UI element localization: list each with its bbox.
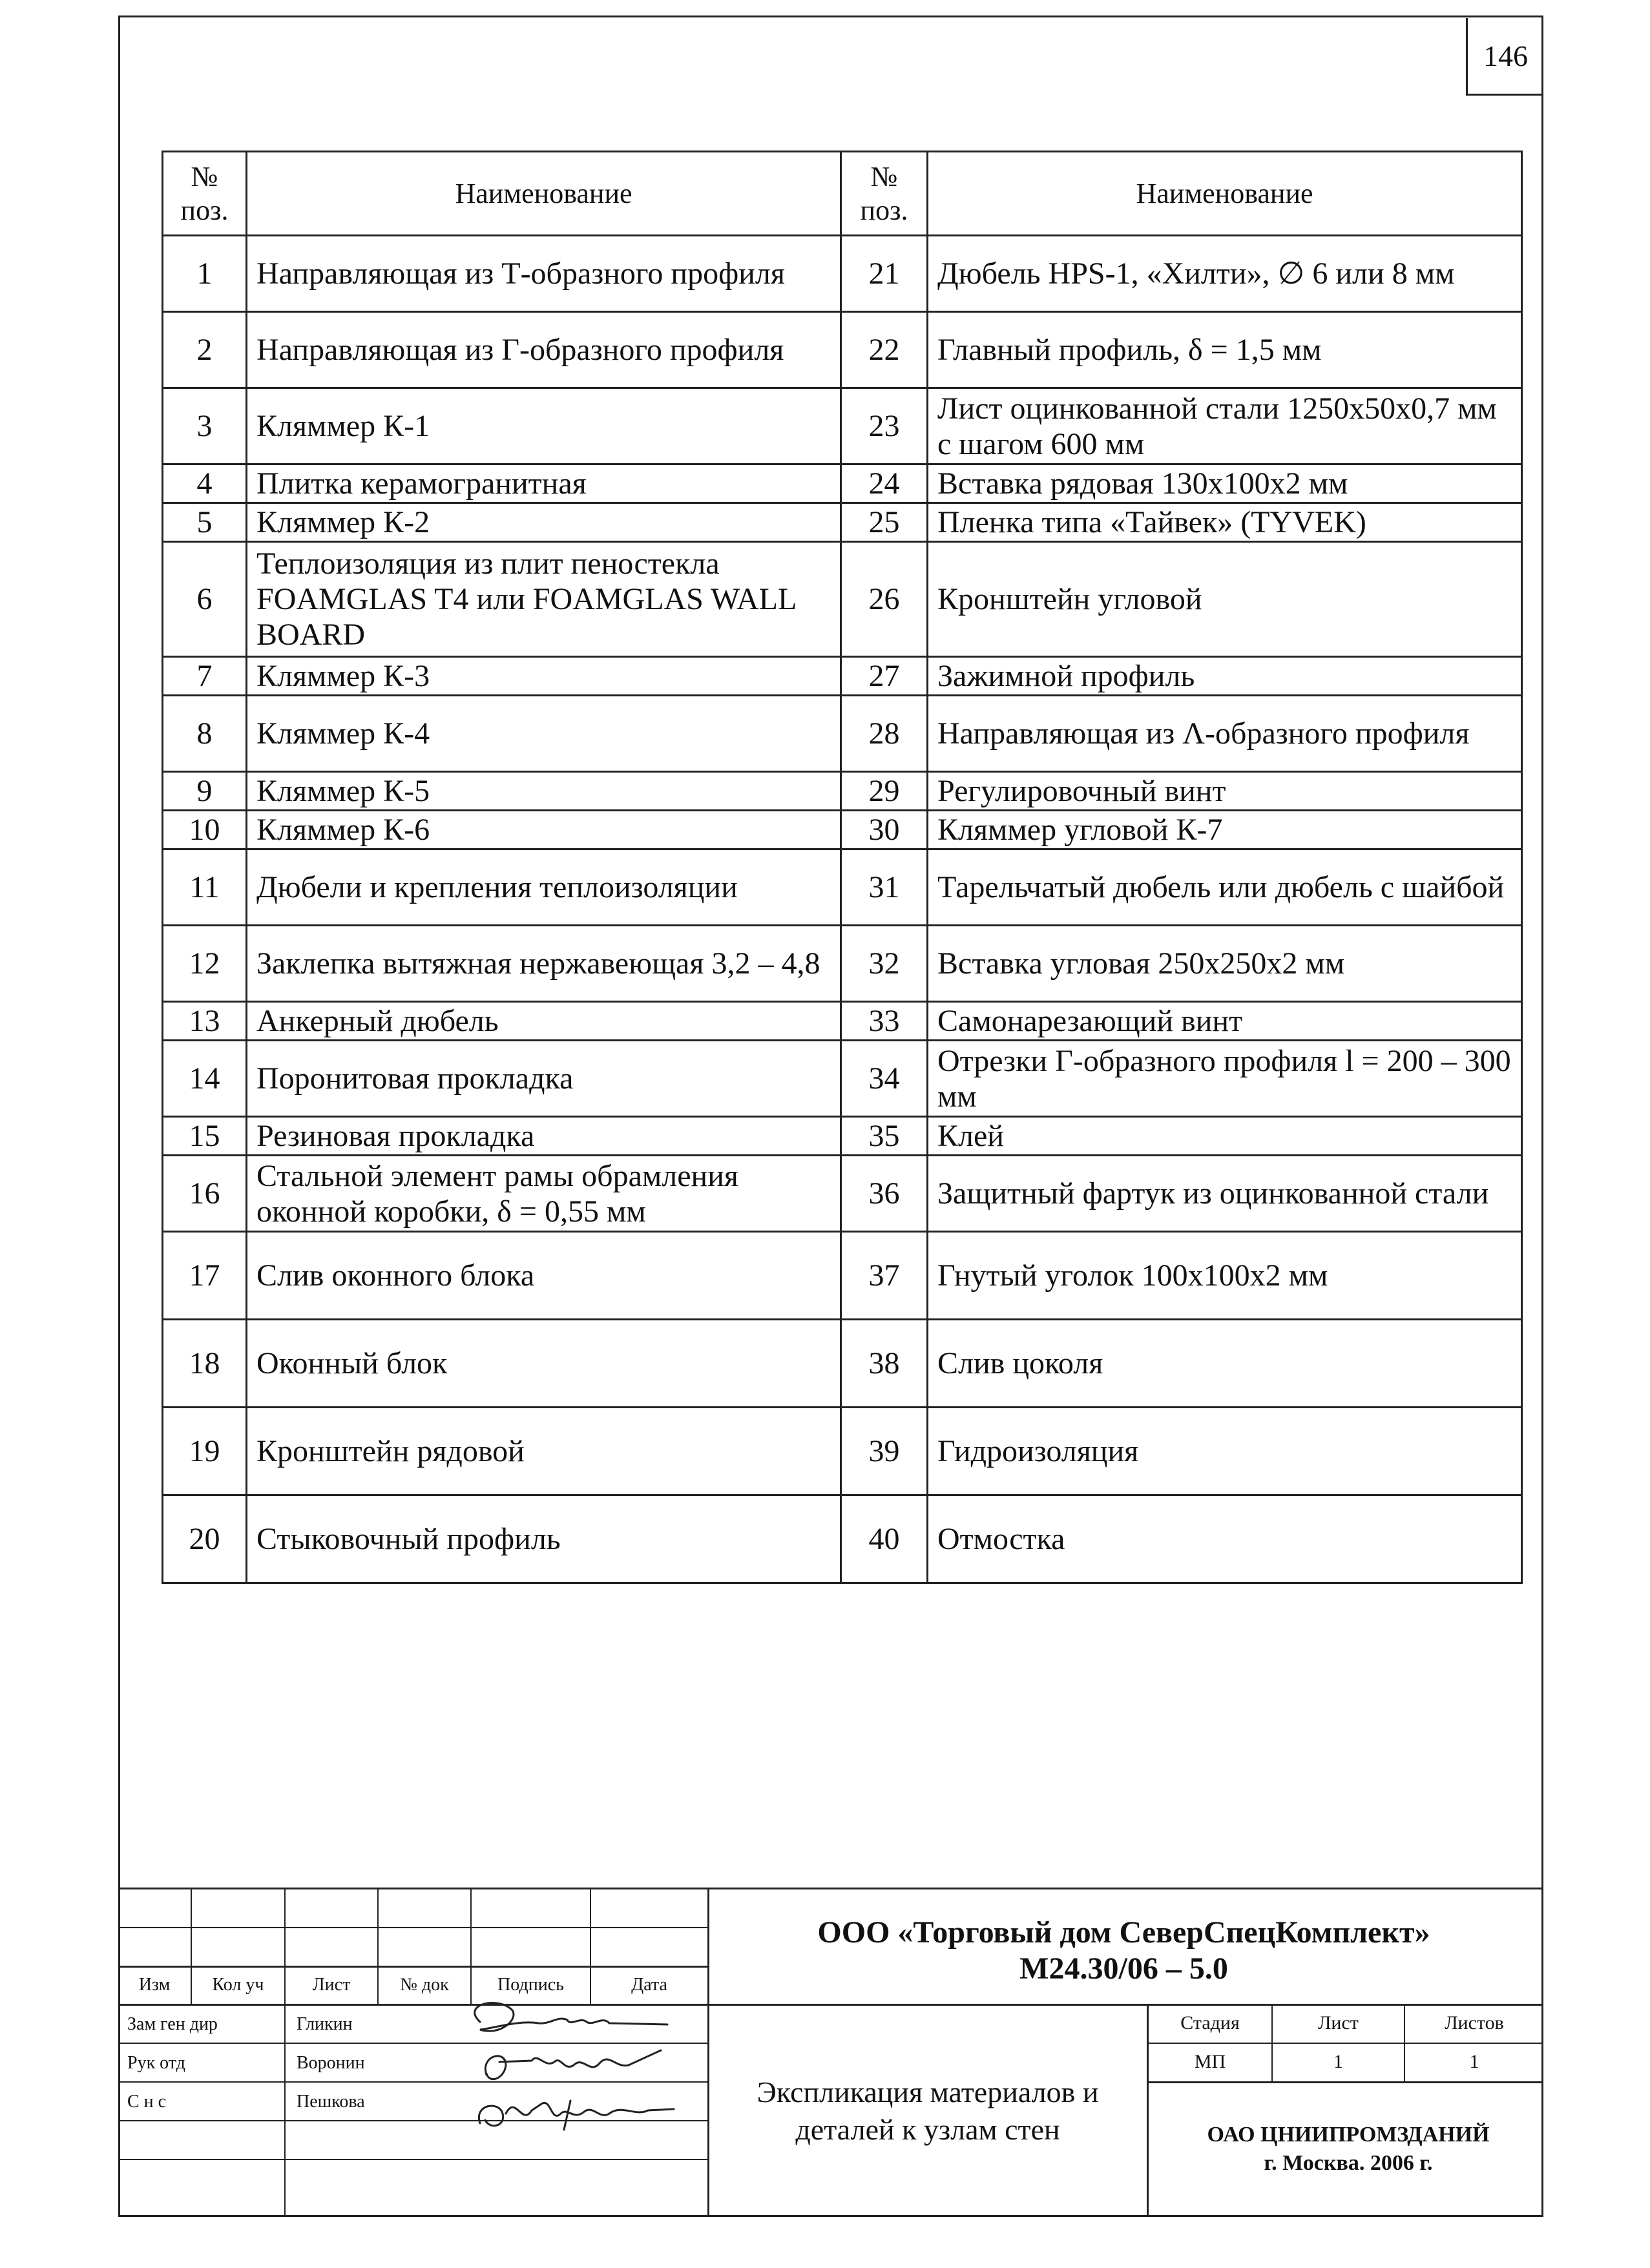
- table-header-row: [163, 152, 1522, 236]
- pos-number-left: 5: [163, 503, 247, 542]
- page-number: 146: [1466, 18, 1543, 96]
- item-name-left: Кляммер К-4: [247, 696, 841, 772]
- pos-number-right: 40: [841, 1495, 928, 1583]
- role-1: Зам ген дир: [127, 2014, 218, 2034]
- pos-number-right: 23: [841, 388, 928, 464]
- col-header-izm: Изм: [138, 1975, 171, 1995]
- item-name-left: Кляммер К-1: [247, 388, 841, 464]
- header-name-right: Наименование: [928, 152, 1522, 236]
- table-row: [163, 1495, 1522, 1583]
- item-name-left: Кляммер К-2: [247, 503, 841, 542]
- institute-name: ОАО ЦНИИПРОМЗДАНИЙ: [1207, 2123, 1490, 2147]
- table-row: [163, 1002, 1522, 1041]
- stage-header: Стадия: [1180, 2012, 1240, 2034]
- pos-number-left: 4: [163, 464, 247, 503]
- pos-number-left: 6: [163, 542, 247, 657]
- pos-number-right: 38: [841, 1320, 928, 1408]
- table-row: [163, 657, 1522, 696]
- pos-number-right: 21: [841, 236, 928, 312]
- organization-name: ООО «Торговый дом СеверСпецКомплект»: [817, 1915, 1430, 1950]
- header-pos-left: [163, 152, 247, 236]
- item-name-right: Отрезки Г-образного профиля l = 200 – 300 мм: [928, 1041, 1522, 1117]
- pos-number-right: 26: [841, 542, 928, 657]
- pos-number-right: 37: [841, 1232, 928, 1320]
- item-name-right: Гнутый уголок 100х100х2 мм: [928, 1232, 1522, 1320]
- item-name-left: Стыковочный профиль: [247, 1495, 841, 1583]
- sheet-value: 1: [1333, 2051, 1343, 2072]
- table-row: [163, 1232, 1522, 1320]
- item-name-left: Стальной элемент рамы обрамления оконной коробки, δ = 0,55 мм: [247, 1156, 841, 1232]
- item-name-right: Лист оцинкованной стали 1250х50х0,7 мм с шагом 600 мм: [928, 388, 1522, 464]
- header-pos-label: № поз.: [180, 160, 229, 226]
- item-name-right: Кронштейн угловой: [928, 542, 1522, 657]
- pos-number-left: 16: [163, 1156, 247, 1232]
- item-name-right: Защитный фартук из оцинкованной стали: [928, 1156, 1522, 1232]
- name-2: Воронин: [297, 2053, 365, 2073]
- col-header-data: Дата: [631, 1975, 667, 1995]
- stage-value: МП: [1194, 2051, 1226, 2072]
- header-pos-label: № поз.: [860, 160, 908, 226]
- pos-number-left: 19: [163, 1408, 247, 1495]
- item-name-left: Слив оконного блока: [247, 1232, 841, 1320]
- col-header-list: Лист: [312, 1975, 351, 1995]
- pos-number-right: 27: [841, 657, 928, 696]
- table-row: [163, 696, 1522, 772]
- item-name-right: Регулировочный винт: [928, 772, 1522, 811]
- table-row: [163, 464, 1522, 503]
- item-name-right: Самонарезающий винт: [928, 1002, 1522, 1041]
- document-title: Экспликация материалов и деталей к узлам стен: [757, 2076, 1099, 2146]
- name-1: Гликин: [297, 2014, 353, 2034]
- item-name-left: Кляммер К-6: [247, 811, 841, 849]
- item-name-right: Кляммер угловой К-7: [928, 811, 1522, 849]
- item-name-left: Поронитовая прокладка: [247, 1041, 841, 1117]
- name-3: Пешкова: [297, 2092, 365, 2112]
- pos-number-left: 18: [163, 1320, 247, 1408]
- specification-table: [162, 151, 1523, 1584]
- item-name-right: Главный профиль, δ = 1,5 мм: [928, 312, 1522, 388]
- table-row: [163, 926, 1522, 1002]
- document-code: М24.30/06 – 5.0: [1019, 1951, 1228, 1986]
- item-name-right: Зажимной профиль: [928, 657, 1522, 696]
- col-header-podpis: Подпись: [497, 1975, 564, 1995]
- table-row: [163, 1117, 1522, 1156]
- item-name-left: Заклепка вытяжная нержавеющая 3,2 – 4,8: [247, 926, 841, 1002]
- pos-number-left: 11: [163, 849, 247, 926]
- item-name-right: Дюбель HPS-1, «Хилти», ∅ 6 или 8 мм: [928, 236, 1522, 312]
- role-3: С н с: [127, 2092, 167, 2112]
- item-name-left: Теплоизоляция из плит пеностекла FOAMGLAS T4 или FOAMGLAS WALL BOARD: [247, 542, 841, 657]
- pos-number-right: 25: [841, 503, 928, 542]
- role-2: Рук отд: [127, 2053, 185, 2073]
- item-name-right: Направляющая из Λ-образного профиля: [928, 696, 1522, 772]
- pos-number-right: 35: [841, 1117, 928, 1156]
- sheets-header: Листов: [1445, 2012, 1504, 2034]
- pos-number-left: 8: [163, 696, 247, 772]
- pos-number-left: 10: [163, 811, 247, 849]
- pos-number-left: 9: [163, 772, 247, 811]
- item-name-right: Пленка типа «Тайвек» (TYVEK): [928, 503, 1522, 542]
- pos-number-right: 30: [841, 811, 928, 849]
- table-row: [163, 811, 1522, 849]
- col-header-ndoc: № док: [400, 1975, 449, 1995]
- pos-number-right: 39: [841, 1408, 928, 1495]
- table-row: [163, 1041, 1522, 1117]
- item-name-left: Кляммер К-3: [247, 657, 841, 696]
- table-row: [163, 849, 1522, 926]
- pos-number-right: 22: [841, 312, 928, 388]
- item-name-right: Гидроизоляция: [928, 1408, 1522, 1495]
- item-name-left: Направляющая из Т-образного профиля: [247, 236, 841, 312]
- sheets-value: 1: [1469, 2051, 1479, 2072]
- table-row: [163, 1408, 1522, 1495]
- header-pos-right: [841, 152, 928, 236]
- pos-number-left: 15: [163, 1117, 247, 1156]
- item-name-right: Вставка угловая 250х250х2 мм: [928, 926, 1522, 1002]
- signatures: [454, 1991, 738, 2165]
- item-name-right: Отмостка: [928, 1495, 1522, 1583]
- item-name-left: Оконный блок: [247, 1320, 841, 1408]
- table-row: [163, 388, 1522, 464]
- pos-number-right: 32: [841, 926, 928, 1002]
- pos-number-left: 12: [163, 926, 247, 1002]
- item-name-right: Слив цоколя: [928, 1320, 1522, 1408]
- pos-number-right: 36: [841, 1156, 928, 1232]
- table-row: [163, 503, 1522, 542]
- item-name-right: Вставка рядовая 130х100х2 мм: [928, 464, 1522, 503]
- title-block: [118, 1888, 1543, 2217]
- institute-city: г. Москва. 2006 г.: [1264, 2151, 1433, 2175]
- pos-number-right: 28: [841, 696, 928, 772]
- pos-number-left: 3: [163, 388, 247, 464]
- item-name-left: Анкерный дюбель: [247, 1002, 841, 1041]
- pos-number-left: 20: [163, 1495, 247, 1583]
- item-name-left: Плитка керамогранитная: [247, 464, 841, 503]
- item-name-left: Дюбели и крепления теплоизоляции: [247, 849, 841, 926]
- pos-number-left: 7: [163, 657, 247, 696]
- item-name-left: Кронштейн рядовой: [247, 1408, 841, 1495]
- item-name-right: Клей: [928, 1117, 1522, 1156]
- col-header-kol: Кол уч: [212, 1975, 264, 1995]
- pos-number-left: 1: [163, 236, 247, 312]
- item-name-left: Направляющая из Г-образного профиля: [247, 312, 841, 388]
- table-row: [163, 236, 1522, 312]
- table-row: [163, 1320, 1522, 1408]
- item-name-right: Тарельчатый дюбель или дюбель с шайбой: [928, 849, 1522, 926]
- pos-number-right: 29: [841, 772, 928, 811]
- pos-number-right: 33: [841, 1002, 928, 1041]
- table-row: [163, 772, 1522, 811]
- table-row: [163, 1156, 1522, 1232]
- pos-number-left: 17: [163, 1232, 247, 1320]
- sheet-header: Лист: [1318, 2012, 1359, 2034]
- pos-number-right: 24: [841, 464, 928, 503]
- table-row: [163, 542, 1522, 657]
- item-name-left: Резиновая прокладка: [247, 1117, 841, 1156]
- header-name-left: Наименование: [247, 152, 841, 236]
- item-name-left: Кляммер К-5: [247, 772, 841, 811]
- pos-number-left: 2: [163, 312, 247, 388]
- pos-number-right: 34: [841, 1041, 928, 1117]
- pos-number-right: 31: [841, 849, 928, 926]
- pos-number-left: 14: [163, 1041, 247, 1117]
- table-row: [163, 312, 1522, 388]
- pos-number-left: 13: [163, 1002, 247, 1041]
